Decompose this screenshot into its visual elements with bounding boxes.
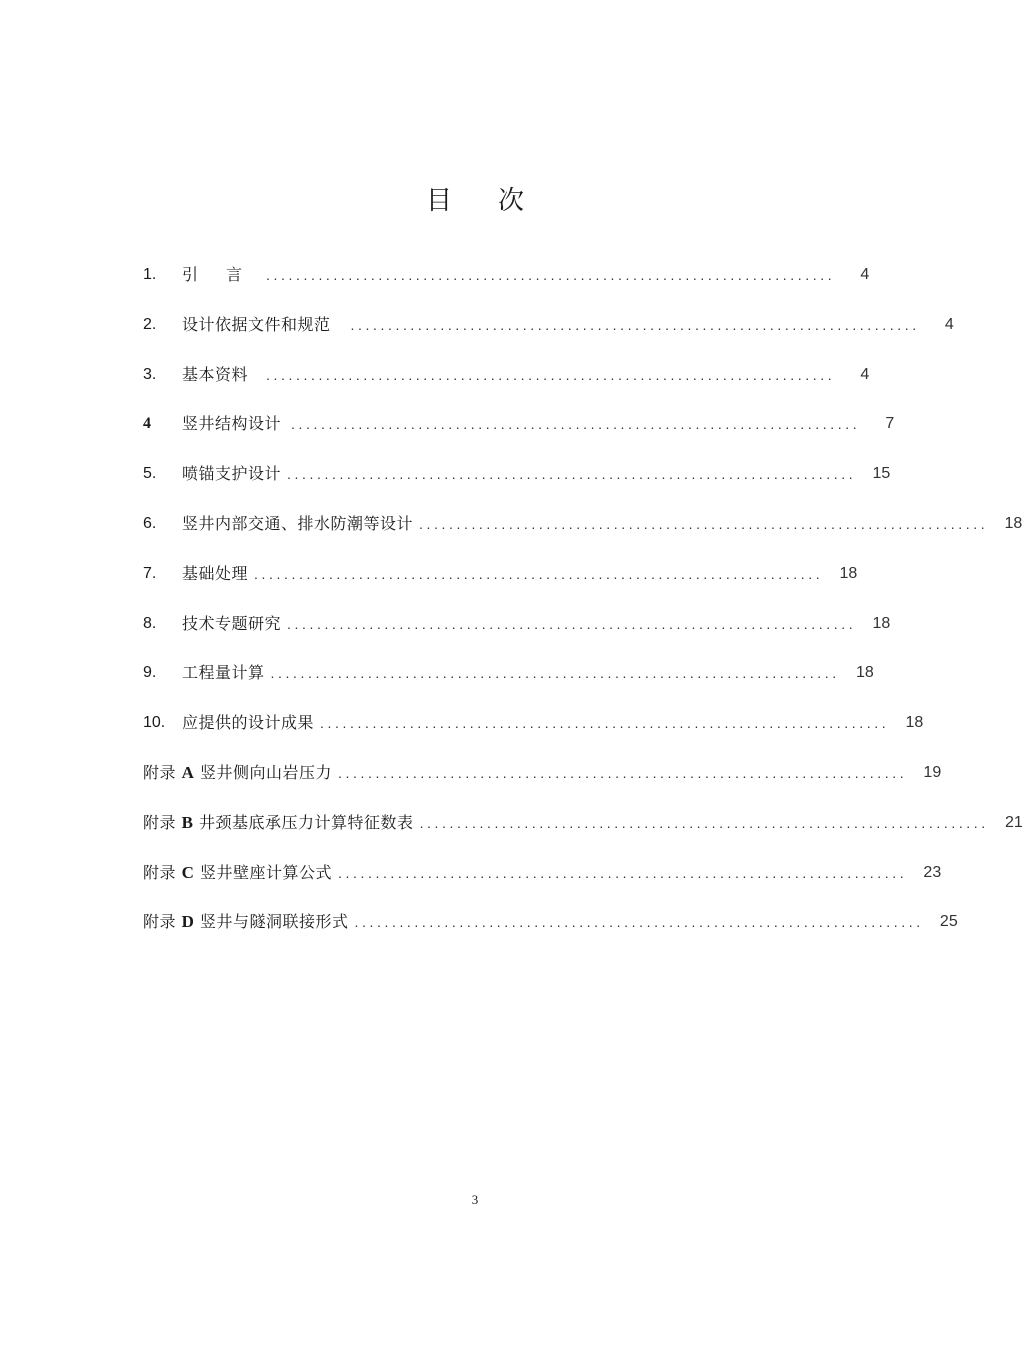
toc-entry-number: 6. <box>143 514 157 532</box>
toc-appendix-label <box>143 760 332 786</box>
toc-appendix-label <box>143 909 349 935</box>
toc-entry-page: 23 <box>923 863 942 881</box>
toc-entry-page: 21 <box>1004 813 1023 831</box>
page-number: 3 <box>471 1192 479 1207</box>
appendix-prefix: 附录 <box>143 912 177 932</box>
toc-dot-leader: ............................................................................ <box>270 665 840 682</box>
toc-dot-leader: ............................................................................ <box>266 267 836 283</box>
toc-appendix-label <box>143 860 332 886</box>
toc-appendix-d[interactable] <box>143 909 958 959</box>
toc-dot-leader: ............................................................................ <box>287 466 857 483</box>
toc-appendix-label <box>143 810 414 836</box>
toc-entry-label: 设计依据文件和规范 <box>182 314 331 334</box>
table-of-contents <box>143 262 1023 959</box>
toc-entry-page: 4 <box>944 315 954 333</box>
appendix-title: 井颈基底承压力计算特征数表 <box>199 812 414 832</box>
appendix-title: 竖井与隧洞联接形式 <box>199 912 349 932</box>
toc-dot-leader: ............................................................................ <box>338 764 908 781</box>
toc-entry-number: 1. <box>143 266 157 283</box>
toc-appendix-b[interactable] <box>143 810 1023 860</box>
appendix-prefix: 附录 <box>143 862 177 882</box>
toc-entry-number: 10. <box>143 714 166 732</box>
toc-entry-1[interactable] <box>143 262 870 312</box>
toc-entry-number: 7. <box>143 564 157 582</box>
toc-entry-number: 9. <box>143 664 157 682</box>
appendix-title: 竖井侧向山岩压力 <box>199 762 332 782</box>
toc-entry-page: 18 <box>872 614 891 632</box>
appendix-letter: A <box>181 762 195 782</box>
toc-dot-leader: ............................................................................ <box>287 615 857 632</box>
toc-entry-5[interactable] <box>143 461 891 511</box>
toc-dot-leader: ............................................................................ <box>266 366 836 383</box>
toc-entry-page: 18 <box>1004 514 1023 532</box>
toc-entry-3[interactable] <box>143 362 870 412</box>
toc-dot-leader: ............................................................................ <box>291 416 861 433</box>
appendix-title: 竖井壁座计算公式 <box>199 862 332 882</box>
toc-entry-10[interactable] <box>143 710 924 760</box>
title-char-right: 次 <box>498 186 525 216</box>
toc-entry-label: 引 言 <box>182 265 249 284</box>
toc-entry-label: 基础处理 <box>182 563 249 583</box>
toc-entry-number: 8. <box>143 614 157 632</box>
page-title <box>0 180 950 217</box>
toc-entry-number: 5. <box>143 465 157 483</box>
appendix-letter: B <box>181 812 194 832</box>
appendix-letter: D <box>181 912 195 932</box>
toc-entry-label: 应提供的设计成果 <box>182 713 315 733</box>
toc-dot-leader: ............................................................................ <box>338 864 908 881</box>
toc-entry-page: 25 <box>939 913 958 931</box>
toc-entry-8[interactable] <box>143 611 891 661</box>
toc-entry-page: 18 <box>905 714 924 732</box>
appendix-prefix: 附录 <box>143 812 177 832</box>
toc-dot-leader: ............................................................................ <box>350 316 920 333</box>
toc-entry-label: 竖井内部交通、排水防潮等设计 <box>182 513 414 533</box>
toc-appendix-a[interactable] <box>143 760 942 810</box>
toc-entry-2[interactable] <box>143 312 954 362</box>
toc-dot-leader: ............................................................................ <box>354 914 924 931</box>
toc-entry-label: 喷锚支护设计 <box>182 464 282 484</box>
appendix-letter: C <box>181 862 195 882</box>
toc-entry-page: 18 <box>855 664 874 682</box>
toc-dot-leader: ............................................................................ <box>419 814 989 831</box>
toc-entry-page: 4 <box>860 365 870 383</box>
title-char-left: 目 <box>425 186 452 216</box>
toc-entry-9[interactable] <box>143 660 874 710</box>
appendix-prefix: 附录 <box>143 762 177 782</box>
toc-entry-number: 3. <box>143 365 157 383</box>
toc-entry-7[interactable] <box>143 561 858 611</box>
toc-dot-leader: ............................................................................ <box>419 515 989 532</box>
toc-entry-label: 竖井结构设计 <box>182 414 282 434</box>
toc-entry-6[interactable] <box>143 511 1023 561</box>
toc-dot-leader: ............................................................................ <box>254 565 824 582</box>
toc-dot-leader: ............................................................................ <box>320 715 890 732</box>
toc-entry-label: 工程量计算 <box>182 663 265 683</box>
toc-entry-number: 2. <box>143 315 157 333</box>
toc-entry-number: 4 <box>143 415 151 433</box>
toc-entry-page: 4 <box>860 266 870 283</box>
toc-entry-page: 7 <box>885 415 895 433</box>
toc-entry-label: 基本资料 <box>182 364 249 384</box>
toc-appendix-c[interactable] <box>143 860 942 910</box>
toc-entry-page: 18 <box>839 564 858 582</box>
toc-entry-page: 15 <box>872 465 891 483</box>
toc-entry-4[interactable] <box>143 411 895 461</box>
toc-entry-page: 19 <box>923 763 942 781</box>
toc-entry-label: 技术专题研究 <box>182 613 282 633</box>
